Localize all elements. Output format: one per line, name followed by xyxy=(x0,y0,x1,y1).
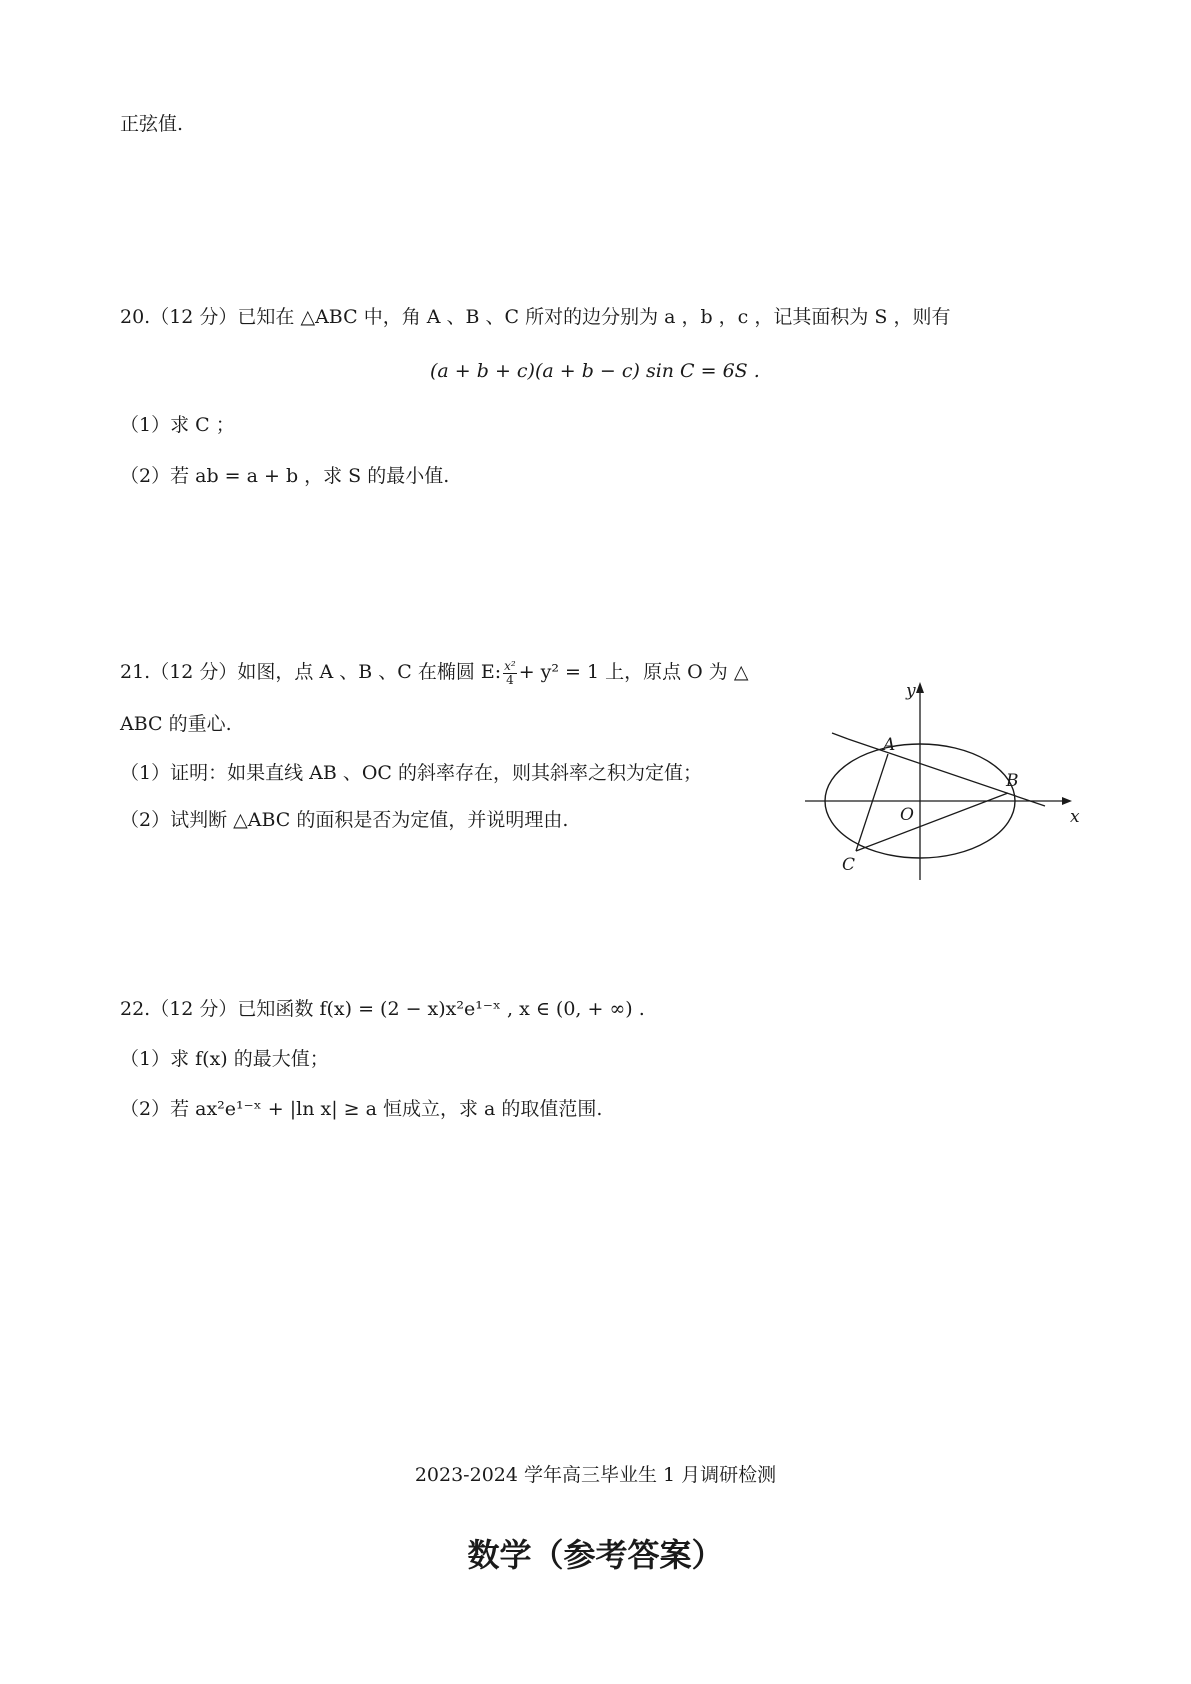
q22-part2: （2）若 ax²e¹⁻ˣ + |ln x| ≥ a 恒成立，求 a 的取值范围. xyxy=(120,1098,603,1120)
label-C: C xyxy=(842,855,856,875)
q22-part1: （1）求 f(x) 的最大值； xyxy=(120,1048,329,1070)
label-y: y xyxy=(906,681,916,701)
label-O: O xyxy=(900,805,914,825)
q21-stem-prefix: 21.（12 分）如图，点 A 、B 、C 在椭圆 E: xyxy=(120,661,502,684)
q20-equation: (a + b + c)(a + b − c) sin C = 6S . xyxy=(430,360,760,382)
x-axis-arrow xyxy=(1062,797,1072,805)
q21-part2: （2）试判断 △ABC 的面积是否为定值，并说明理由. xyxy=(120,809,569,831)
y-axis-arrow xyxy=(916,682,924,693)
q21-ellipse-fraction xyxy=(503,660,517,686)
q22-stem: 22.（12 分）已知函数 f(x) = (2 − x)x²e¹⁻ˣ , x ∈ (0, + ∞) . xyxy=(120,998,645,1020)
label-A: A xyxy=(883,735,896,755)
q21-frac-denominator: 4 xyxy=(506,672,514,687)
q21-part1: （1）证明：如果直线 AB 、OC 的斜率存在，则其斜率之积为定值； xyxy=(120,762,703,784)
q21-stem-suffix: + y² = 1 上，原点 O 为 △ xyxy=(518,661,749,684)
side-AC xyxy=(856,754,888,851)
previous-question-tail: 正弦值. xyxy=(120,113,184,135)
label-B: B xyxy=(1006,771,1019,791)
answer-subtitle: 2023-2024 学年高三毕业生 1 月调研检测 xyxy=(414,1464,777,1486)
q20-stem: 20.（12 分）已知在 △ABC 中，角 A 、B 、C 所对的边分别为 a ，b ，c ，记其面积为 S ，则有 xyxy=(120,306,951,328)
q20-part1: （1）求 C ； xyxy=(120,414,235,436)
q21-stem-line2: ABC 的重心. xyxy=(120,713,232,735)
side-AB-tail xyxy=(832,733,848,739)
answer-title: 数学（参考答案） xyxy=(467,1536,724,1574)
q20-part2: （2）若 ab = a + b ，求 S 的最小值. xyxy=(120,465,450,487)
label-x: x xyxy=(1070,807,1080,827)
q21-stem xyxy=(120,660,748,686)
q21-frac-numerator: x² xyxy=(504,659,516,673)
q21-ellipse-figure xyxy=(800,680,1090,885)
